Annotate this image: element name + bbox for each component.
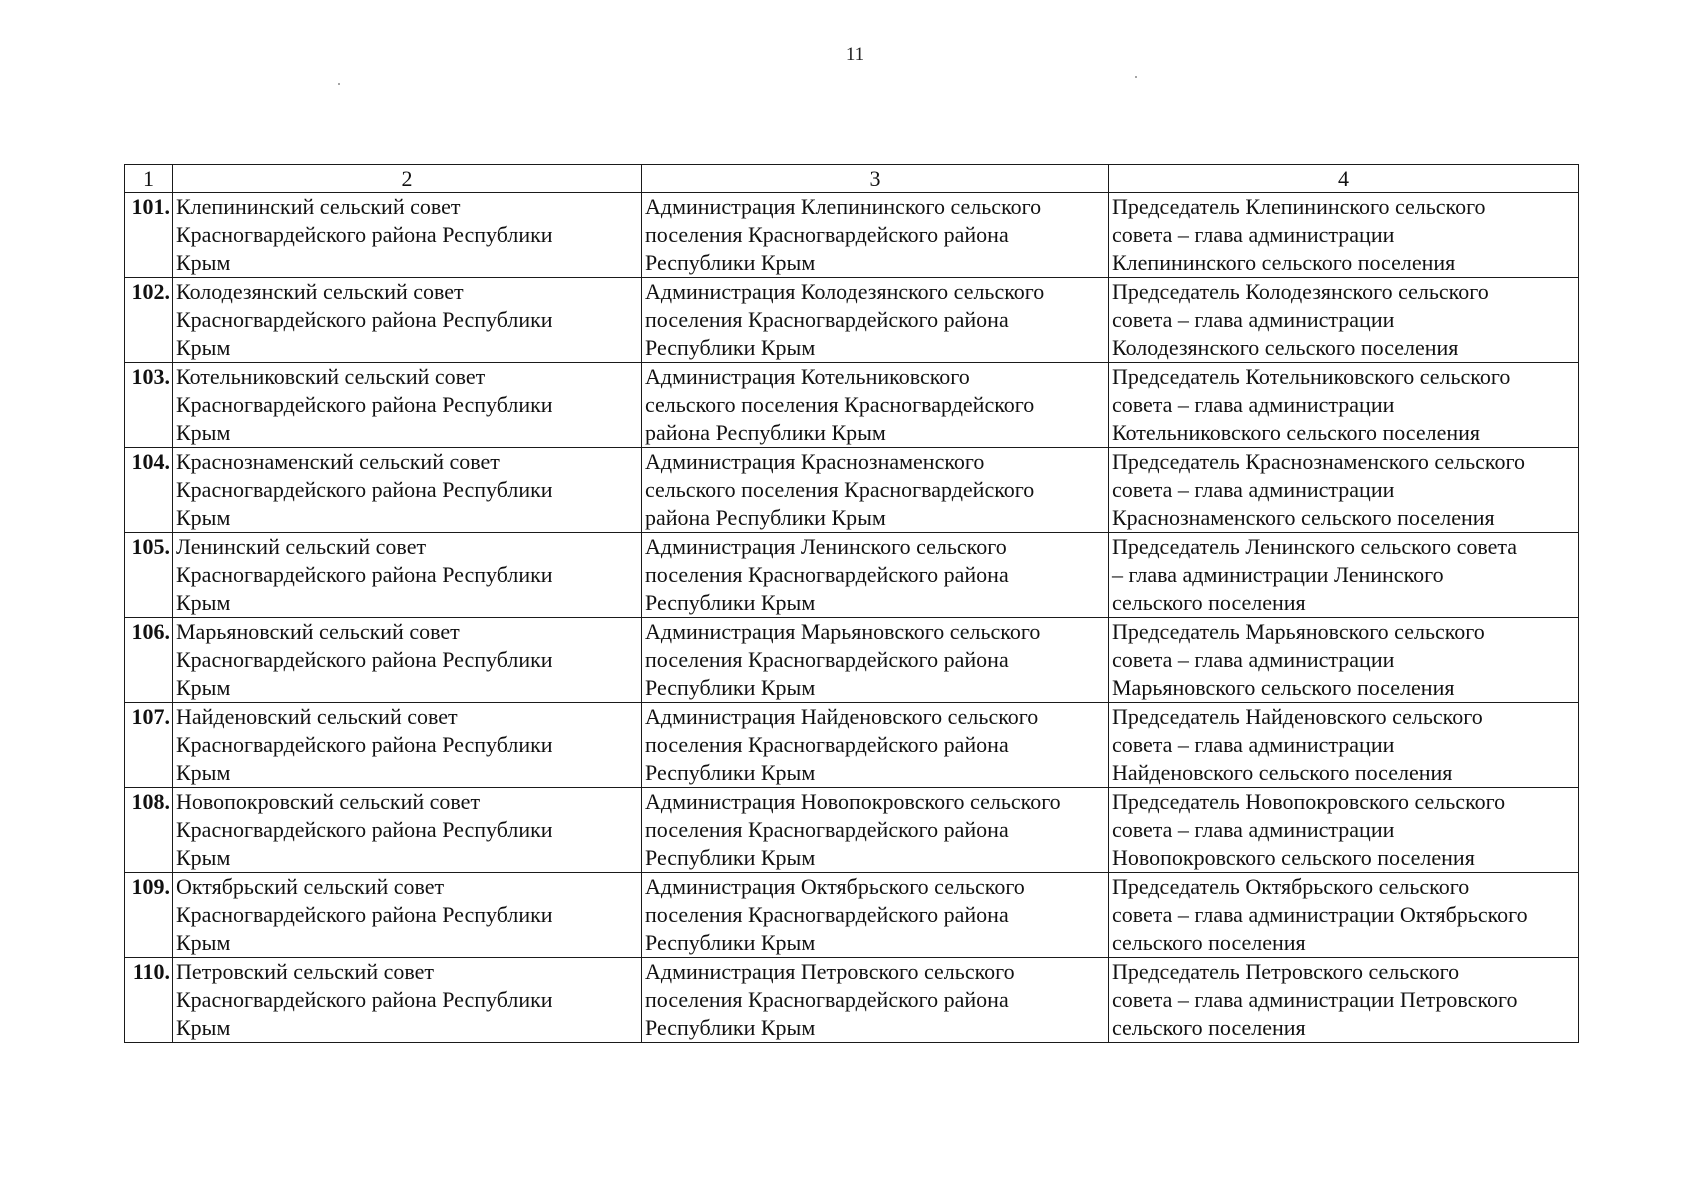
table-row bbox=[125, 958, 1579, 1043]
table-row bbox=[125, 448, 1579, 533]
scan-speck bbox=[1135, 76, 1137, 78]
head-title: Председатель Найденовского сельского совета – глава администрации Найденовского сельского поселения bbox=[1109, 703, 1579, 788]
council-table bbox=[124, 164, 1579, 1043]
head-title: Председатель Краснознаменского сельского совета – глава администрации Краснознаменского сельского поселения bbox=[1109, 448, 1579, 533]
table-row bbox=[125, 618, 1579, 703]
council-name: Клепининский сельский совет Красногвардейского района Республики Крым bbox=[173, 193, 642, 278]
council-name: Ленинский сельский совет Красногвардейского района Республики Крым bbox=[173, 533, 642, 618]
administration-name: Администрация Ленинского сельского поселения Красногвардейского района Республики Крым bbox=[642, 533, 1109, 618]
council-name: Петровский сельский совет Красногвардейского района Республики Крым bbox=[173, 958, 642, 1043]
administration-name: Администрация Краснознаменского сельского поселения Красногвардейского района Республики Крым bbox=[642, 448, 1109, 533]
table-row bbox=[125, 193, 1579, 278]
column-header-administration: 3 bbox=[642, 165, 1109, 193]
row-number: 108. bbox=[125, 788, 173, 873]
administration-name: Администрация Марьяновского сельского поселения Красногвардейского района Республики Крым bbox=[642, 618, 1109, 703]
column-header-council: 2 bbox=[173, 165, 642, 193]
scan-speck bbox=[338, 83, 340, 85]
head-title: Председатель Петровского сельского совета – глава администрации Петровского сельского поселения bbox=[1109, 958, 1579, 1043]
administration-name: Администрация Клепининского сельского поселения Красногвардейского района Республики Крым bbox=[642, 193, 1109, 278]
table-row bbox=[125, 363, 1579, 448]
council-name: Новопокровский сельский совет Красногвардейского района Республики Крым bbox=[173, 788, 642, 873]
row-number: 106. bbox=[125, 618, 173, 703]
administration-name: Администрация Петровского сельского поселения Красногвардейского района Республики Крым bbox=[642, 958, 1109, 1043]
column-header-number: 1 bbox=[125, 165, 173, 193]
row-number: 103. bbox=[125, 363, 173, 448]
head-title: Председатель Новопокровского сельского совета – глава администрации Новопокровского сельского поселения bbox=[1109, 788, 1579, 873]
row-number: 110. bbox=[125, 958, 173, 1043]
table-row bbox=[125, 278, 1579, 363]
head-title: Председатель Марьяновского сельского совета – глава администрации Марьяновского сельского поселения bbox=[1109, 618, 1579, 703]
council-name: Колодезянский сельский совет Красногвардейского района Республики Крым bbox=[173, 278, 642, 363]
administration-name: Администрация Октябрьского сельского поселения Красногвардейского района Республики Крым bbox=[642, 873, 1109, 958]
table-row bbox=[125, 533, 1579, 618]
administration-name: Администрация Котельниковского сельского поселения Красногвардейского района Республики Крым bbox=[642, 363, 1109, 448]
head-title: Председатель Колодезянского сельского совета – глава администрации Колодезянского сельского поселения bbox=[1109, 278, 1579, 363]
council-name: Краснознаменский сельский совет Красногвардейского района Республики Крым bbox=[173, 448, 642, 533]
table-row bbox=[125, 873, 1579, 958]
table-header-row bbox=[125, 165, 1579, 193]
administration-name: Администрация Новопокровского сельского поселения Красногвардейского района Республики Крым bbox=[642, 788, 1109, 873]
administration-name: Администрация Колодезянского сельского поселения Красногвардейского района Республики Крым bbox=[642, 278, 1109, 363]
administration-name: Администрация Найденовского сельского поселения Красногвардейского района Республики Крым bbox=[642, 703, 1109, 788]
council-name: Марьяновский сельский совет Красногвардейского района Республики Крым bbox=[173, 618, 642, 703]
row-number: 105. bbox=[125, 533, 173, 618]
council-name: Октябрьский сельский совет Красногвардейского района Республики Крым bbox=[173, 873, 642, 958]
table-row bbox=[125, 788, 1579, 873]
council-name: Котельниковский сельский совет Красногвардейского района Республики Крым bbox=[173, 363, 642, 448]
head-title: Председатель Октябрьского сельского совета – глава администрации Октябрьского сельского поселения bbox=[1109, 873, 1579, 958]
council-name: Найденовский сельский совет Красногвардейского района Республики Крым bbox=[173, 703, 642, 788]
head-title: Председатель Котельниковского сельского совета – глава администрации Котельниковского сельского поселения bbox=[1109, 363, 1579, 448]
page-number: 11 bbox=[845, 44, 865, 65]
row-number: 104. bbox=[125, 448, 173, 533]
row-number: 107. bbox=[125, 703, 173, 788]
row-number: 101. bbox=[125, 193, 173, 278]
column-header-head: 4 bbox=[1109, 165, 1579, 193]
table-row bbox=[125, 703, 1579, 788]
head-title: Председатель Ленинского сельского совета – глава администрации Ленинского сельского поселения bbox=[1109, 533, 1579, 618]
head-title: Председатель Клепининского сельского совета – глава администрации Клепининского сельского поселения bbox=[1109, 193, 1579, 278]
row-number: 102. bbox=[125, 278, 173, 363]
row-number: 109. bbox=[125, 873, 173, 958]
